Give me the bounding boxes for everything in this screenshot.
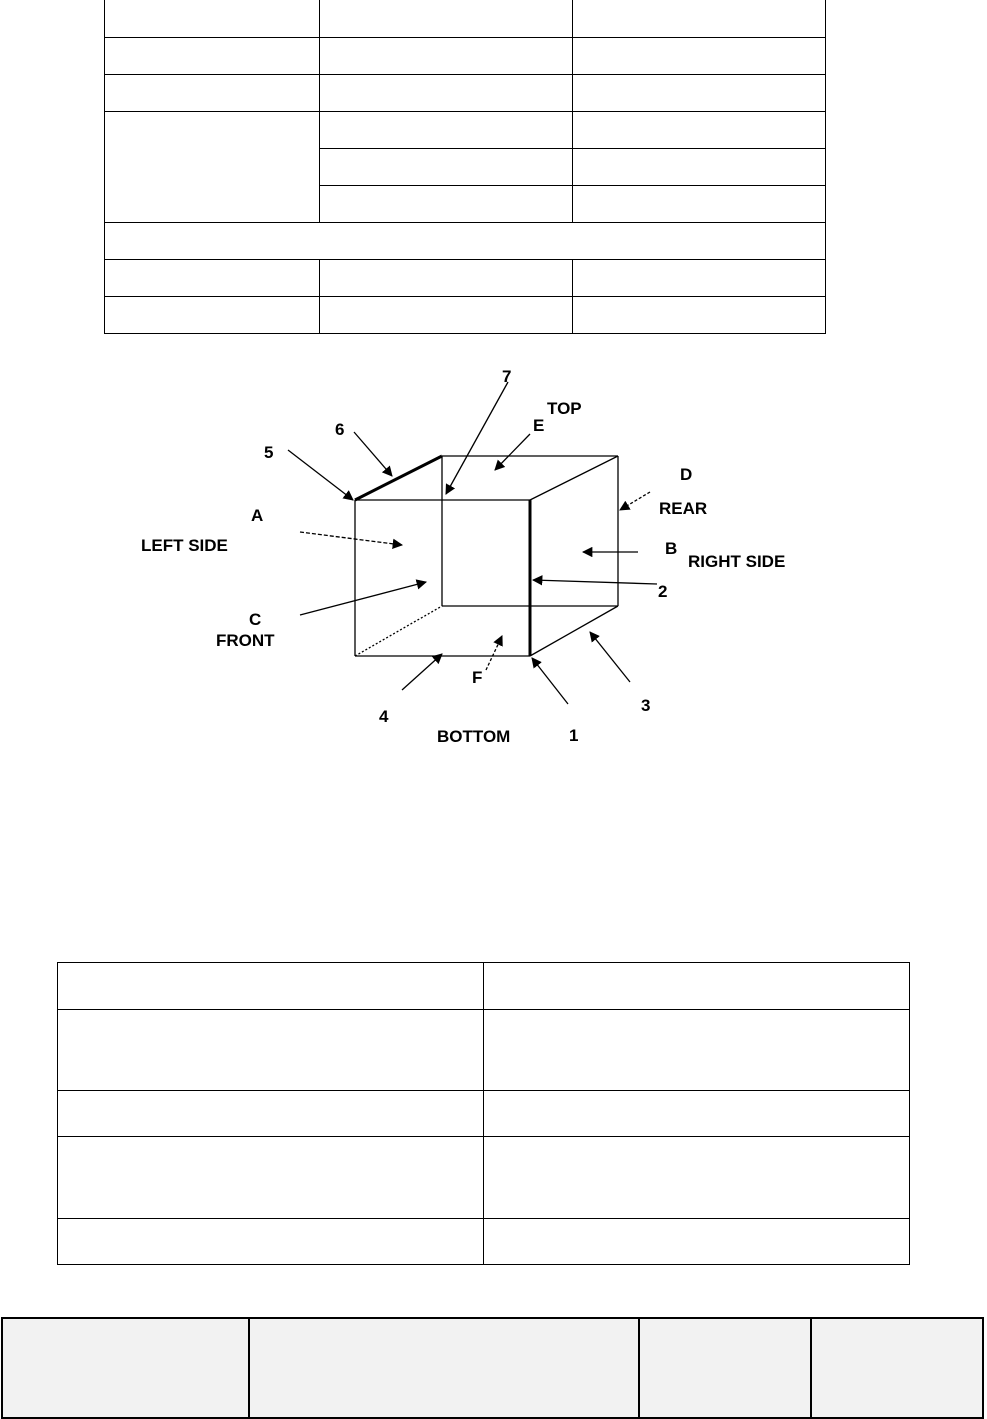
label-3: 3	[641, 696, 651, 715]
cube-outline	[355, 456, 618, 656]
table-cell	[573, 185, 826, 222]
label-7: 7	[502, 367, 512, 386]
table-cell	[320, 111, 573, 148]
table-row	[105, 74, 826, 111]
table-cell	[105, 259, 320, 296]
table-row	[58, 1137, 910, 1219]
table-cell	[320, 0, 573, 37]
label-6: 6	[335, 420, 345, 439]
table-cell	[484, 1219, 910, 1265]
table-cell	[573, 148, 826, 185]
label-a: A	[251, 506, 264, 525]
diagram-labels	[141, 367, 785, 746]
label-top: TOP	[547, 399, 582, 418]
table-cell	[320, 148, 573, 185]
table-cell	[320, 296, 573, 333]
table-cell	[639, 1318, 811, 1418]
table-cell	[484, 1091, 910, 1137]
table-cell	[320, 37, 573, 74]
table-cell	[58, 1137, 484, 1219]
middle-table	[57, 962, 910, 1265]
table-cell	[58, 1091, 484, 1137]
table-cell	[573, 296, 826, 333]
label-front: FRONT	[216, 631, 275, 650]
label-5: 5	[264, 443, 274, 462]
table-row	[58, 1010, 910, 1091]
label-1: 1	[569, 726, 579, 745]
table-cell	[105, 37, 320, 74]
table-cell	[105, 222, 826, 259]
table-row	[105, 0, 826, 37]
table-cell	[573, 111, 826, 148]
table-row	[105, 111, 826, 148]
table-row	[105, 222, 826, 259]
table-cell	[573, 0, 826, 37]
table-row	[58, 1219, 910, 1265]
table-row	[105, 37, 826, 74]
table-cell	[573, 259, 826, 296]
table-cell	[811, 1318, 983, 1418]
table-row	[105, 296, 826, 333]
table-cell	[484, 1137, 910, 1219]
table-cell	[573, 37, 826, 74]
table-cell	[573, 74, 826, 111]
footer-table	[1, 1317, 984, 1419]
label-bottom: BOTTOM	[437, 727, 511, 746]
table-row	[58, 1091, 910, 1137]
table-cell	[484, 1010, 910, 1091]
table-row	[105, 259, 826, 296]
label-4: 4	[379, 707, 389, 726]
label-right-side: RIGHT SIDE	[688, 552, 786, 571]
table-cell	[105, 111, 320, 222]
table-cell	[320, 74, 573, 111]
table-cell	[58, 963, 484, 1010]
table-cell	[58, 1010, 484, 1091]
label-2: 2	[658, 582, 668, 601]
table-cell	[105, 296, 320, 333]
label-e: E	[533, 416, 545, 435]
label-left-side: LEFT SIDE	[141, 536, 228, 555]
table-cell	[320, 185, 573, 222]
label-b: B	[665, 539, 678, 558]
table-cell	[105, 0, 320, 37]
table-row	[2, 1318, 983, 1418]
label-rear: REAR	[659, 499, 708, 518]
label-d: D	[680, 465, 693, 484]
table-cell	[320, 259, 573, 296]
label-c: C	[249, 610, 262, 629]
table-cell	[105, 74, 320, 111]
table-cell	[58, 1219, 484, 1265]
table-cell	[2, 1318, 249, 1418]
table-cell	[249, 1318, 639, 1418]
box-faces-diagram	[130, 360, 830, 760]
top-table	[104, 0, 826, 334]
table-cell	[484, 963, 910, 1010]
label-f: F	[472, 668, 483, 687]
table-row	[58, 963, 910, 1010]
